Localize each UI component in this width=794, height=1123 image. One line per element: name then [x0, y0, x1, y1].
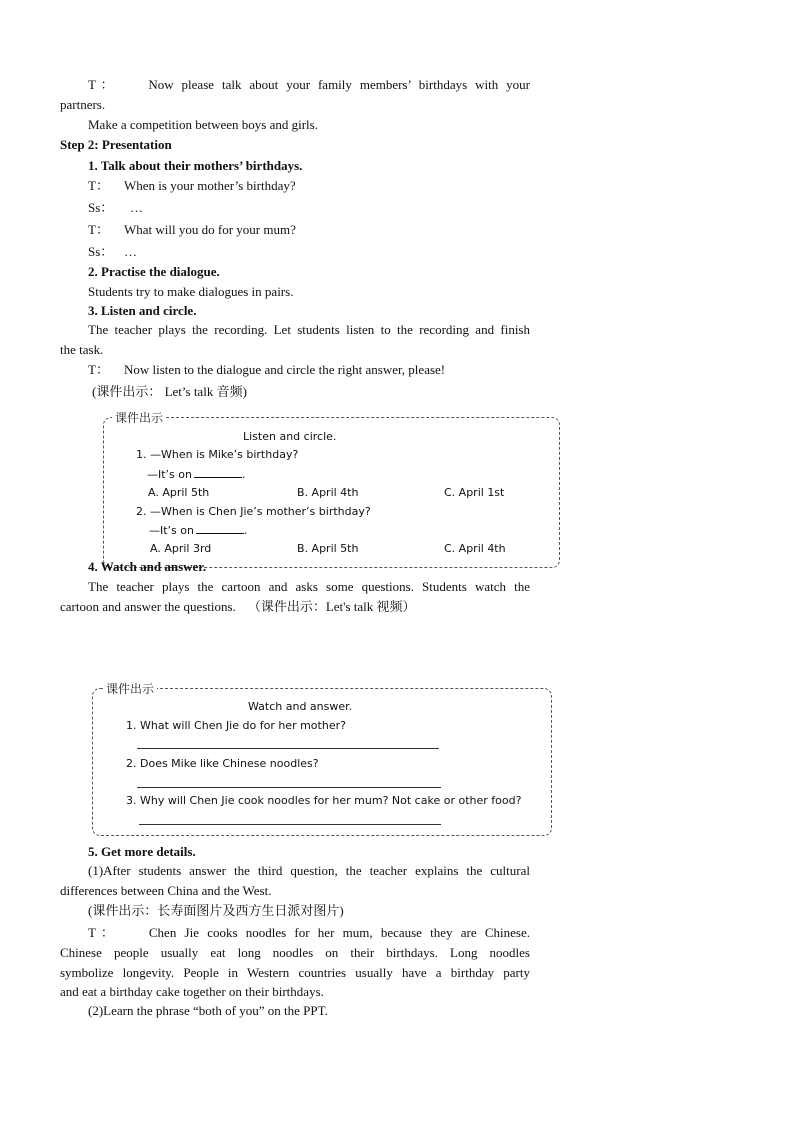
listen-circle-box-label: 课件出示	[112, 409, 166, 426]
s1-heading: 1. Talk about their mothers’ birthdays.	[88, 158, 303, 173]
s3-text-line1: The teacher plays the recording. Let students listen to the recording and finish	[88, 322, 530, 337]
watch-q2: 2. Does Mike like Chinese noodles?	[126, 757, 319, 770]
listen-q1-opt-c: C. April 1st	[444, 486, 505, 499]
listen-q1-answer: —It’s on .	[147, 468, 246, 481]
intro-competition: Make a competition between boys and girls.	[88, 117, 318, 132]
s4-text-line2: cartoon and answer the questions. （课件出示：Let's talk 视频）	[60, 599, 416, 614]
s5-t-line3: symbolize longevity. People in Western countries usually have a birthday party	[60, 965, 530, 980]
watch-q3-answer-line	[139, 824, 441, 825]
watch-q3: 3. Why will Chen Jie cook noodles for her mum? Not cake or other food?	[126, 794, 522, 807]
s2-text: Students try to make dialogues in pairs.	[88, 284, 294, 299]
step2-heading: Step 2: Presentation	[60, 137, 172, 152]
watch-q2-answer-line	[137, 787, 441, 788]
watch-answer-box-label: 课件出示	[103, 680, 157, 697]
intro-t-line1: T： Now please talk about your family members’ birthdays with your	[88, 77, 530, 92]
listen-circle-title: Listen and circle.	[243, 430, 337, 443]
s5-t-line4: and eat a birthday cake together on their birthdays.	[60, 984, 324, 999]
intro-t-line2: partners.	[60, 97, 106, 112]
answer-blank	[196, 523, 244, 534]
s1-line-4: Ss： …	[88, 244, 137, 259]
s5-t-line1: T： Chen Jie cooks noodles for her mum, because they are Chinese.	[88, 925, 530, 940]
s1-line-2: Ss： …	[88, 200, 143, 215]
s1-line-3: T： What will you do for your mum?	[88, 222, 296, 237]
s5-p1-line1: (1)After students answer the third question, the teacher explains the cultural	[88, 863, 530, 878]
answer-blank	[194, 467, 242, 478]
watch-q1: 1. What will Chen Jie do for her mother?	[126, 719, 346, 732]
listen-q2-answer: —It’s on .	[149, 524, 248, 537]
s5-p1-line2: differences between China and the West.	[60, 883, 272, 898]
s2-heading: 2. Practise the dialogue.	[88, 264, 220, 279]
listen-q2-opt-a: A. April 3rd	[150, 542, 212, 555]
watch-answer-title: Watch and answer.	[248, 700, 353, 713]
listen-q2-opt-c: C. April 4th	[444, 542, 506, 555]
s3-heading: 3. Listen and circle.	[88, 303, 197, 318]
s1-line-1: T： When is your mother’s birthday?	[88, 178, 296, 193]
s3-text-line2: the task.	[60, 342, 104, 357]
s4-text-line1: The teacher plays the cartoon and asks some questions. Students watch the	[88, 579, 530, 594]
listen-q1-opt-b: B. April 4th	[297, 486, 359, 499]
s5-heading: 5. Get more details.	[88, 844, 196, 859]
s3-t-line: T： Now listen to the dialogue and circle the right answer, please!	[88, 362, 446, 377]
s4-heading: 4. Watch and answer.	[88, 559, 207, 574]
watch-q1-answer-line	[137, 748, 439, 749]
s5-p2: (2)Learn the phrase “both of you” on the PPT.	[88, 1003, 328, 1018]
listen-q2: 2. —When is Chen Jie’s mother’s birthday?	[136, 505, 371, 518]
listen-q1: 1. —When is Mike’s birthday?	[136, 448, 299, 461]
s5-courseware-note: (课件出示：长寿面图片及西方生日派对图片)	[88, 903, 344, 918]
listen-q1-opt-a: A. April 5th	[148, 486, 210, 499]
listen-q2-opt-b: B. April 5th	[297, 542, 359, 555]
s5-t-line2: Chinese people usually eat long noodles on their birthdays. Long noodles	[60, 945, 530, 960]
s3-courseware-note: (课件出示： Let’s talk 音频)	[92, 384, 247, 399]
